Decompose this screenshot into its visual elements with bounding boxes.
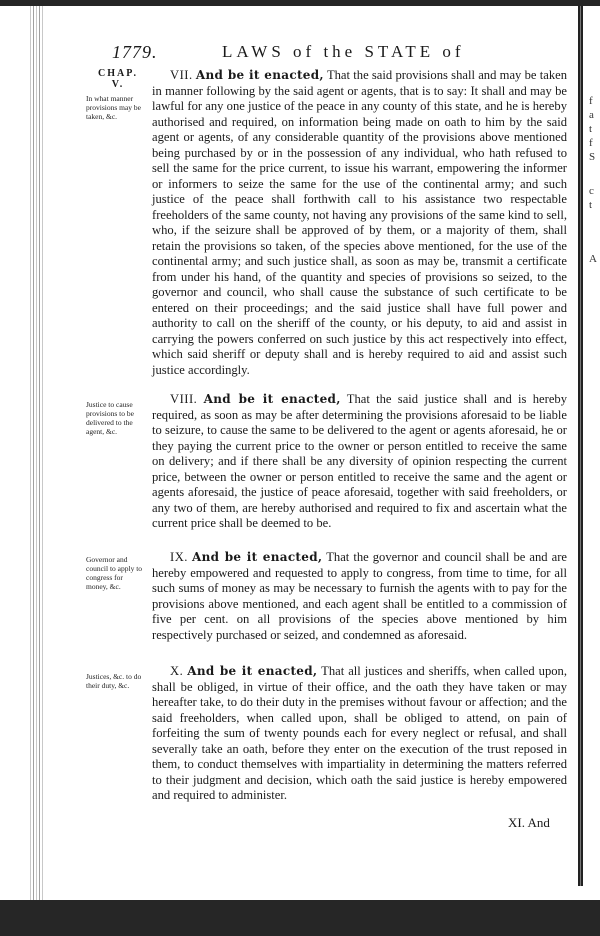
- section-text: That the said justice shall and is hereby required, as soon as may be after determining the provisions aforesaid to be liable to seizure, to cause the same to be delivered to the agent or agents aforesaid, he or they paying the current price to the owner or person entitled to receive the same on delivery; and if there shall be any diversity of opinion respecting the current price, between the owner or person entitled to receive the same and the agent or agents aforesaid, the justice of peace aforesaid, together with said freeholders, or any two of them, are hereby authorised and required to fix and ascertain what the current price shall be deemed to be.: [152, 392, 568, 530]
- bleed-through-letter: S: [589, 151, 596, 163]
- page-binding-edge: [30, 6, 44, 901]
- section-number: VIII.: [170, 392, 198, 406]
- section-text: That the said provisions shall and may be taken in manner following by the said agent or agents, that is to say: It shall and may be lawful for any one justice of the peace in any county of this state, and he is hereby authorised and required, on information being made on oath to him by the said agent or agents, of any considerable quantity of the provisions above mentioned being purchased by or in the possession of any individual, who hath refused to sell the same for the price current, to issue his warrant, empowering the informer or informers to seize the same for the use of the continental army; and such justice of the peace shall forthwith call to his assistance two respectable freeholders of the same county, not having any provisions of the same kind to sell, who, if the seizure shall be approved of by them, or a majority of them, shall retain the provisions so taken, of the species above mentioned, for the use of the continental army; and such justice shall, as soon as may be, transmit a certificate from under his hand, of the quantity and species of provisions so seized, to the governor and council, who shall cause the substance of such certificate to be entered on their proceedings; and the said justice shall have full power and authority to call on the sheriff of the county, or his deputy, to aid and assist in carrying the powers conferred on such justice by this act respectively into effect, which said sheriff or deputy shall and is hereby required to aid and assist such justice accordingly.: [152, 68, 568, 377]
- margin-note: In what manner provisions may be taken, &c.: [86, 94, 141, 121]
- chapter-label: CHAP.: [98, 68, 138, 79]
- section-text: That all justices and sheriffs, when called upon, shall be obliged, in virtue of their office, and the oath they have taken or may hereafter take, to do their duty in the premises without favour or affection; and the said freeholders, when called upon, shall be obliged to attend, on pain of forfeiting the sum of twenty pounds each for every neglect or refusal, and shall severally take an oath, before they enter on the execution of the trust reposed in them, to conduct themselves with impartiality in determining the matters referred to their judgment and decision, which oath the said justice is hereby empowered and required to administer.: [152, 664, 567, 802]
- section-ix: [152, 550, 567, 643]
- margin-note: Governor and council to apply to congress for money, &c.: [86, 555, 143, 591]
- enacting-clause: And be it enacted,: [203, 392, 341, 406]
- page-right-edge: [578, 6, 583, 886]
- margin-note: Justice to cause provisions to be delivered to the agent, &c.: [86, 400, 134, 436]
- section-number: VII.: [170, 68, 193, 82]
- catchword: XI. And: [508, 815, 550, 830]
- section-viii: [152, 392, 567, 532]
- enacting-clause: And be it enacted,: [192, 550, 323, 564]
- section-text: That the governor and council shall be and are hereby empowered and requested to apply to congress, from time to time, for all such sums of money as may be necessary to furnish the agents with to pay for the provisions above mentioned, and each agent shall be entitled to a commission of five per cent. on all provisions of the species above mentioned by him respectively purchased or seized, and condemned as aforesaid.: [152, 550, 567, 642]
- bleed-through-letter: c: [589, 185, 594, 197]
- enacting-clause: And be it enacted,: [187, 664, 318, 678]
- running-head: [112, 42, 572, 64]
- enacting-clause: And be it enacted,: [195, 68, 324, 82]
- scan-top-border: [0, 0, 600, 6]
- bleed-through-letter: f: [589, 95, 593, 107]
- chapter-number: V.: [111, 79, 125, 90]
- bleed-through-letter: t: [589, 123, 593, 135]
- bleed-through-letter: A: [589, 253, 597, 265]
- bleed-through-letter: a: [589, 109, 594, 121]
- section-vii: [152, 68, 567, 378]
- scan-bottom-border: [0, 900, 600, 936]
- page-year: 1779.: [112, 42, 158, 62]
- bleed-through-letter: t: [589, 199, 593, 211]
- section-x: [152, 664, 567, 804]
- section-number: IX.: [170, 550, 188, 564]
- running-title: LAWS of the STATE of: [222, 42, 465, 61]
- bleed-through-letter: f: [589, 137, 593, 149]
- chapter-heading: [88, 68, 148, 90]
- section-number: X.: [170, 664, 184, 678]
- margin-note: Justices, &c. to do their duty, &c.: [86, 672, 142, 690]
